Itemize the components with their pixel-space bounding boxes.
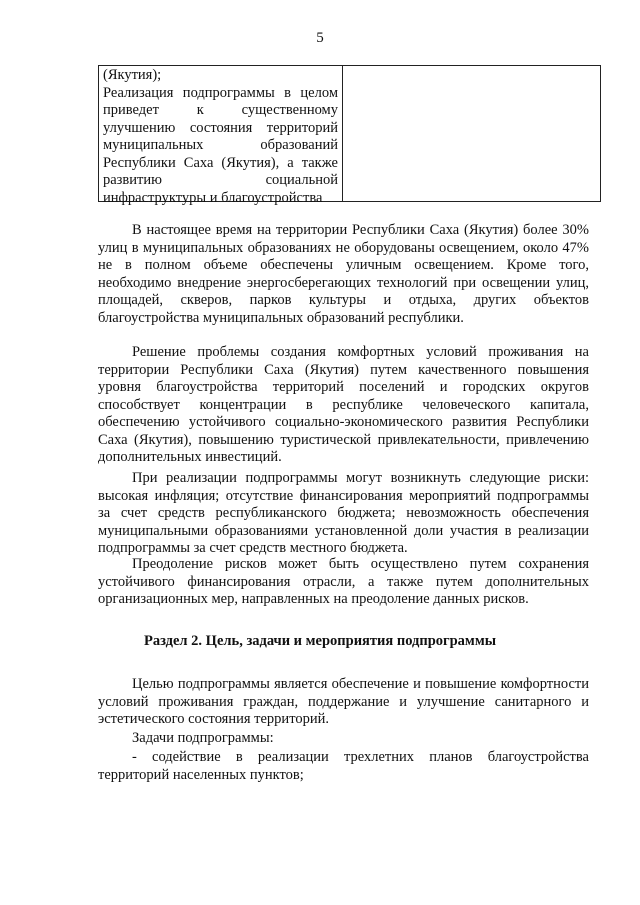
section-heading: Раздел 2. Цель, задачи и мероприятия подпрограммы [143, 633, 497, 649]
paragraph-risks: При реализации подпрограммы могут возникнуть следующие риски: высокая инфляция; отсутствие финансирования мероприятий подпрограммы за счет средств республиканского бюджета; невозможность обеспечения муниципальными образованиями установленной доли участия в реализации подпрограммы за счет средств местного бюджета. [98, 470, 589, 556]
table-cell-line: приведет к существенному [103, 102, 338, 118]
table-cell-line: Реализация подпрограммы в целом [103, 84, 338, 101]
table-fragment [98, 65, 601, 206]
table-cell-right [343, 66, 600, 201]
table-cell-line: инфраструктуры и благоустройства [103, 189, 323, 206]
paragraph-risk-mitigation: Преодоление рисков может быть осуществлено путем сохранения устойчивого финансирования отрасли, а также путем дополнительных организационных мер, направленных на преодоление данных рисков. [98, 556, 589, 607]
table-cell-left [99, 66, 343, 206]
table-cell-line: улучшению состояния территорий [103, 119, 338, 136]
paragraph-comfort-conditions: Решение проблемы создания комфортных условий проживания на территории Республики Саха (Якутия) путем качественного повышения уровня благоустройства территорий поселений и городских округов способствует концентрации в республике человеческого капитала, обеспечению устойчивого социально-экономического развития Республики Саха (Якутия), повышению туристической привлекательности, привлечению дополнительных инвестиций. [98, 344, 589, 465]
paragraph-task-item: - содействие в реализации трехлетних планов благоустройства территорий населенных пунктов; [98, 749, 589, 783]
table-cell-line: Республики Саха (Якутия), а также [103, 154, 338, 171]
paragraph-tasks-heading: Задачи подпрограммы: [132, 730, 274, 746]
table-cell-line: муниципальных образований [103, 137, 338, 153]
paragraph-street-lighting: В настоящее время на территории Республики Саха (Якутия) более 30% улиц в муниципальных образованиях не оборудованы освещением, около 47% не в полном объеме обеспечены уличным освещением. Кроме того, необходимо внедрение энергосберегающих технологий при освещении улиц, площадей, скверов, парков культуры и отдыха, других объектов благоустройства муниципальных образований республики. [98, 222, 589, 326]
paragraph-goal: Целью подпрограммы является обеспечение и повышение комфортности условий проживания граждан, поддержание и улучшение санитарного и эстетического состояния территорий. [98, 676, 589, 727]
table-cell-line: (Якутия); [103, 67, 162, 83]
page-number: 5 [316, 30, 324, 46]
table-cell-line: развитию социальной [103, 172, 338, 188]
